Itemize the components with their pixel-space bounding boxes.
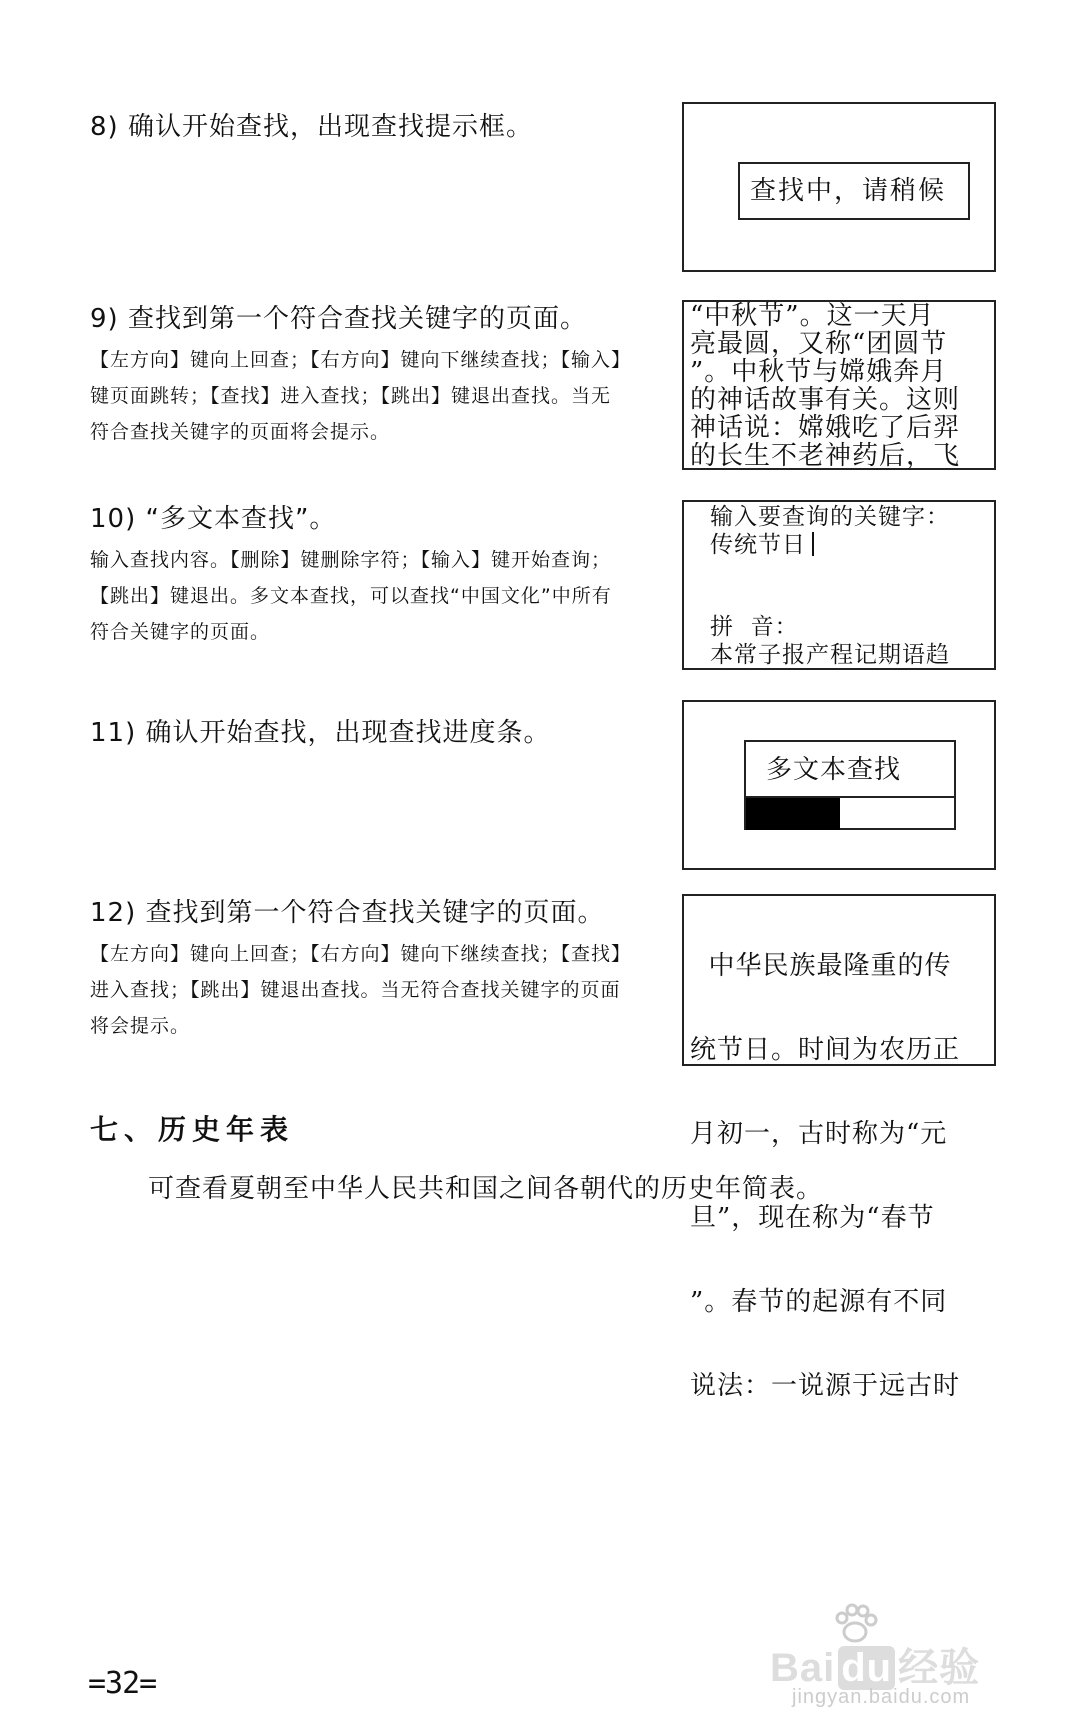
text-line: ”。中秋节与嫦娥奔月 [690, 357, 948, 387]
text-line: 说法：一说源于远古时 [690, 1371, 961, 1401]
progress-bar-fill [746, 798, 840, 830]
step-9-desc: 【左方向】键向上回查；【右方向】键向下继续查找；【输入】键页面跳转；【查找】进入查找；【跳出】键退出查找。当无符合查找关键字的页面将会提示。 [90, 349, 622, 443]
step-10-desc: 输入查找内容。【删除】键删除字符；【输入】键开始查询；【跳出】键退出。多文本查找，可以查找“中国文化”中所有符合关键字的页面。 [90, 549, 612, 643]
step-12-title: 12) 查找到第一个符合查找关键字的页面。 [90, 898, 605, 928]
page-number: =32= [88, 1666, 157, 1701]
searching-dialog [738, 162, 970, 220]
watermark-url: jingyan.baidu.com [792, 1686, 971, 1708]
progress-dialog [744, 740, 956, 830]
step-12 [90, 896, 630, 1044]
search-input-value: 传统节日 [710, 532, 806, 558]
screen-searching [682, 102, 996, 272]
text-cursor [812, 532, 814, 556]
screen-progress [682, 700, 996, 870]
text-line: 月初一，古时称为“元 [690, 1119, 948, 1149]
step-10 [90, 502, 630, 650]
searching-dialog-text: 查找中，请稍候 [750, 176, 947, 206]
text-line: ”。春节的起源有不同 [690, 1287, 948, 1317]
screen-result-1 [682, 300, 996, 470]
search-prompt: 输入要查询的关键字： [710, 504, 950, 530]
search-input[interactable] [710, 530, 814, 560]
step-12-desc: 【左方向】键向上回查；【右方向】键向下继续查找；【查找】进入查找；【跳出】键退出查找。当无符合查找关键字的页面将会提示。 [90, 943, 622, 1037]
watermark-brand-bai: Bai [770, 1646, 836, 1690]
candidate-chars[interactable]: 本常子报产程记期语趋 [710, 642, 950, 668]
step-8-title: 8) 确认开始查找，出现查找提示框。 [90, 112, 533, 142]
step-9-title: 9) 查找到第一个符合查找关键字的页面。 [90, 304, 587, 334]
section-body: 可查看夏朝至中华人民共和国之间各朝代的历史年简表。 [148, 1174, 824, 1204]
text-line: 的神话故事有关。这则 [690, 385, 961, 415]
step-11-title: 11) 确认开始查找，出现查找进度条。 [90, 718, 551, 748]
text-line: 统节日。时间为农历正 [690, 1035, 961, 1065]
step-8 [90, 110, 630, 144]
step-11 [90, 716, 630, 750]
text-line: 神话说：嫦娥吃了后羿 [690, 413, 961, 443]
text-line: 中华民族最隆重的传 [690, 951, 952, 981]
step-9 [90, 302, 630, 450]
section-heading: 七、历史年表 [90, 1113, 295, 1146]
step-10-title: 10) “多文本查找”。 [90, 504, 337, 534]
screen-result-2 [682, 894, 996, 1401]
baidu-watermark [770, 1600, 1030, 1708]
result-1-text [684, 302, 994, 470]
text-line: 旦”，现在称为“春节 [690, 1203, 935, 1233]
text-line: 的长生不老神药后，飞 [690, 441, 961, 471]
progress-bar [746, 798, 954, 830]
watermark-brand [770, 1636, 980, 1693]
text-line: 亮最圆，又称“团圆节 [690, 329, 948, 359]
watermark-brand-du: du [838, 1646, 895, 1690]
pinyin-label: 拼 音： [710, 614, 799, 640]
progress-dialog-title: 多文本查找 [746, 742, 954, 798]
watermark-brand-jingyan: 经验 [898, 1646, 981, 1690]
screen-multi-text-input [682, 500, 996, 670]
text-line: “中秋节”。这一天月 [690, 301, 935, 331]
